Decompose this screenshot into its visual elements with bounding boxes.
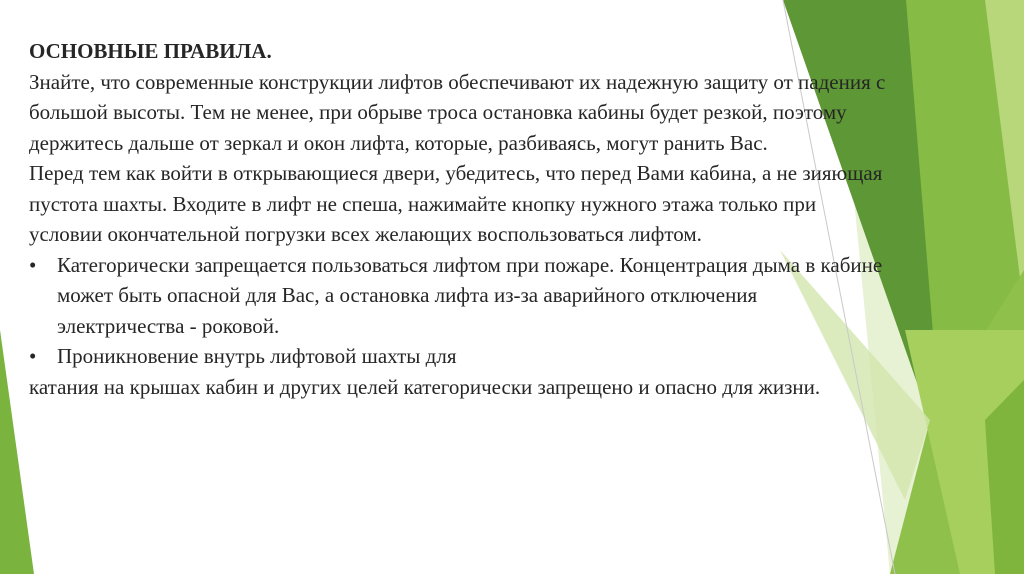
paragraph-1: Знайте, что современные конструкции лифтов обеспечивают их надежную защиту от падения с большой высоты. Тем не менее, при обрыве троса остановка кабины будет резкой, поэтому держитесь дальше от зеркал и окон лифта, которые, разбиваясь, могут ранить Вас. bbox=[29, 69, 886, 155]
closing-paragraph: катания на крышах кабин и других целей категорически запрещено и опасно для жизни. bbox=[29, 374, 821, 399]
slide-title: ОСНОВНЫЕ ПРАВИЛА. bbox=[29, 39, 272, 63]
slide-content bbox=[29, 36, 889, 402]
bullet-text-2: Проникновение внутрь лифтовой шахты для bbox=[57, 344, 457, 368]
bullet-item-2 bbox=[29, 341, 889, 372]
bullet-item-1 bbox=[29, 250, 889, 342]
paragraph-2: Перед тем как войти в открывающиеся двери, убедитесь, что перед Вами кабина, а не зияющая пустота шахты. Входите в лифт не спеша, нажимайте кнопку нужного этажа только при условии окончательной погрузки всех желающих воспользоваться лифтом. bbox=[29, 161, 883, 246]
bullet-icon: • bbox=[29, 252, 37, 277]
bullet-icon: • bbox=[29, 344, 37, 368]
bullet-text-1: Категорически запрещается пользоваться лифтом при пожаре. Концентрация дыма в кабине может быть опасной для Вас, а остановка лифта из-за аварийного отключения электричества - роковой. bbox=[57, 252, 883, 338]
